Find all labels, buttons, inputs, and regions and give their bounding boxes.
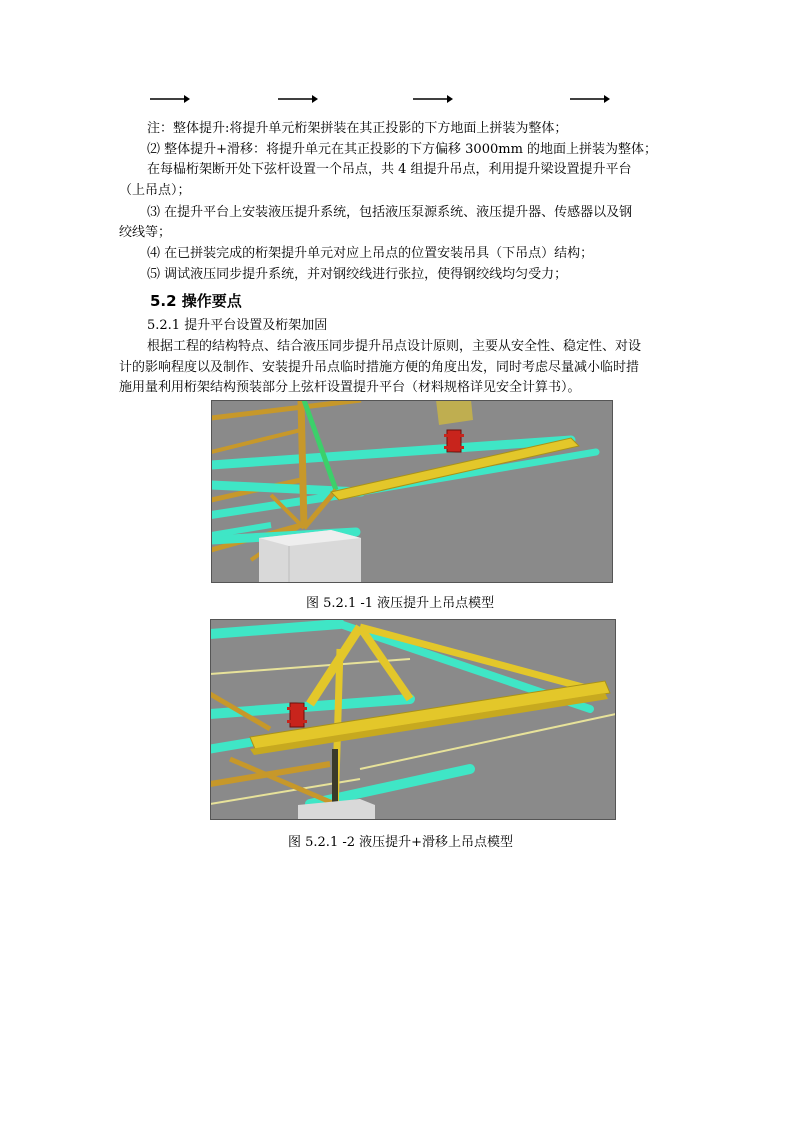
item-3: ⑶ 在提升平台上安装液压提升系统，包括液压泵源系统、液压提升器、传感器以及钢 bbox=[147, 205, 633, 220]
subsection-heading: 5.2.1 提升平台设置及桁架加固 bbox=[147, 318, 328, 333]
arrow-3 bbox=[413, 92, 453, 106]
item-4: ⑷ 在已拼装完成的桁架提升单元对应上吊点的位置安装吊具（下吊点）结构； bbox=[147, 246, 594, 261]
arrow-4 bbox=[570, 92, 610, 106]
item-5: ⑸ 调试液压同步提升系统，并对钢绞线进行张拉，使得钢绞线均匀受力； bbox=[147, 267, 568, 282]
item-2-cont-2: （上吊点）； bbox=[119, 183, 191, 198]
figure-1-caption: 图 5.2.1 -1 液压提升上吊点模型 bbox=[306, 596, 495, 611]
body-line-1: 根据工程的结构特点、结合液压同步提升吊点设计原则，主要从安全性、稳定性、对设 bbox=[147, 339, 642, 354]
figure-1-hydraulic-lifting-model bbox=[211, 400, 613, 583]
figure-2-drawing bbox=[210, 619, 616, 820]
body-line-2: 计的影响程度以及制作、安装提升吊点临时措施方便的角度出发，同时考虑尽量减小临时措 bbox=[119, 360, 640, 375]
figure-2-caption: 图 5.2.1 -2 液压提升+滑移上吊点模型 bbox=[288, 835, 514, 850]
section-heading: 5.2 操作要点 bbox=[150, 292, 242, 310]
body-line-3: 施用量利用桁架结构预装部分上弦杆设置提升平台（材料规格详见安全计算书）。 bbox=[119, 380, 581, 395]
item-2-cont: 在每榀桁架断开处下弦杆设置一个吊点，共 4 组提升吊点，利用提升梁设置提升平台 bbox=[147, 162, 632, 177]
item-3-cont: 绞线等； bbox=[119, 225, 172, 240]
arrow-1 bbox=[150, 92, 190, 106]
note-line: 注：整体提升:将提升单元桁架拼装在其正投影的下方地面上拼装为整体； bbox=[147, 121, 568, 136]
arrow-2 bbox=[278, 92, 318, 106]
item-2: ⑵ 整体提升+滑移：将提升单元在其正投影的下方偏移 3000mm 的地面上拼装为整体； bbox=[147, 142, 658, 157]
figure-1-drawing bbox=[211, 400, 613, 583]
figure-2-hydraulic-lifting-sliding-model bbox=[210, 619, 616, 820]
